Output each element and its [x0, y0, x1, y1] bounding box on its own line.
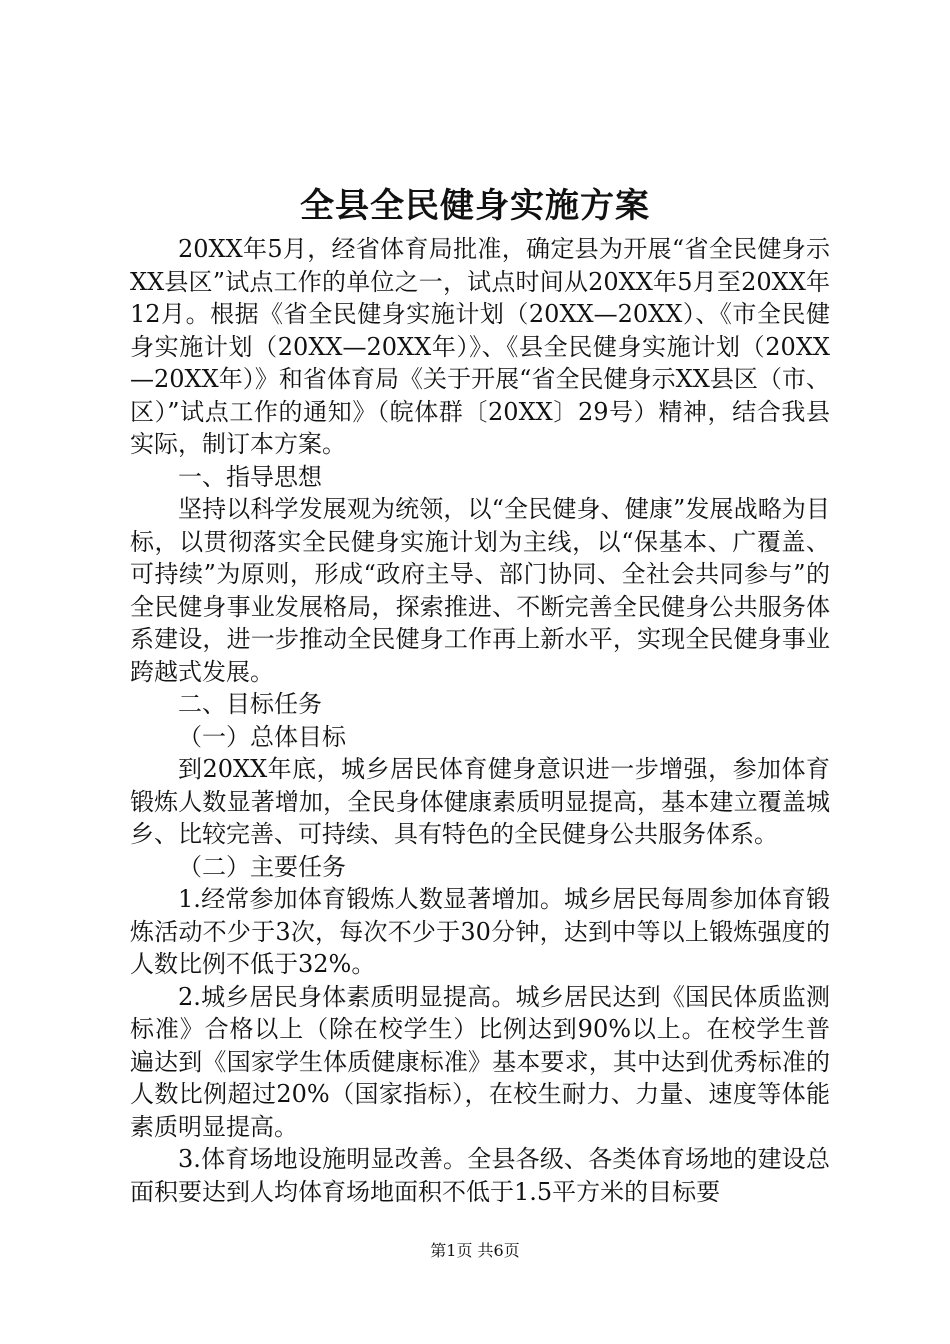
- overall-goal-paragraph: 到20XX年底，城乡居民体育健身意识进一步增强，参加体育锻炼人数显著增加，全民身体健康素质明显提高，基本建立覆盖城乡、比较完善、可持续、具有特色的全民健身公共服务体系。: [130, 755, 830, 848]
- task-3-paragraph: 3.体育场地设施明显改善。全县各级、各类体育场地的建设总面积要达到人均体育场地面积不低于1.5平方米的目标要: [130, 1145, 830, 1206]
- task-1-paragraph: 1.经常参加体育锻炼人数显著增加。城乡居民每周参加体育锻炼活动不少于3次，每次不少于30分钟，达到中等以上锻炼强度的人数比例不低于32%。: [130, 885, 830, 978]
- document-body: [130, 233, 830, 1208]
- page-footer: 第1页 共6页: [430, 1241, 520, 1260]
- subheading-main-tasks: （二）主要任务: [178, 852, 346, 881]
- subheading-overall-goal: （一）总体目标: [178, 722, 346, 751]
- guiding-thought-paragraph: 坚持以科学发展观为统领，以“全民健身、健康”发展战略为目标，以贯彻落实全民健身实施计划为主线，以“保基本、广覆盖、可持续”为原则，形成“政府主导、部门协同、全社会共同参与”的全民健身事业发展格局，探索推进、不断完善全民健身公共服务体系建设，进一步推动全民健身工作再上新水平，实现全民健身事业跨越式发展。: [130, 495, 830, 686]
- section-heading-guiding-thought: 一、指导思想: [178, 462, 322, 491]
- section-heading-goals: 二、目标任务: [178, 690, 322, 718]
- intro-paragraph: 20XX年5月，经省体育局批准，确定县为开展“省全民健身示XX县区”试点工作的单位之一，试点时间从20XX年5月至20XX年12月。根据《省全民健身实施计划（20XX—20XX）、《市全民健身实施计划（20XX—20XX年）》、《县全民健身实施计划（20XX—20XX年）》和省体育局《关于开展“省全民健身示XX县区（市、区）”试点工作的通知》（皖体群〔20XX〕29号）精神，结合我县实际，制订本方案。: [130, 235, 830, 458]
- task-2-paragraph: 2.城乡居民身体素质明显提高。城乡居民达到《国民体质监测标准》合格以上（除在校学生）比例达到90%以上。在校学生普遍达到《国家学生体质健康标准》基本要求，其中达到优秀标准的人数比例超过20%（国家指标），在校生耐力、力量、速度等体能素质明显提高。: [130, 982, 830, 1141]
- document-title: 全县全民健身实施方案: [300, 186, 650, 226]
